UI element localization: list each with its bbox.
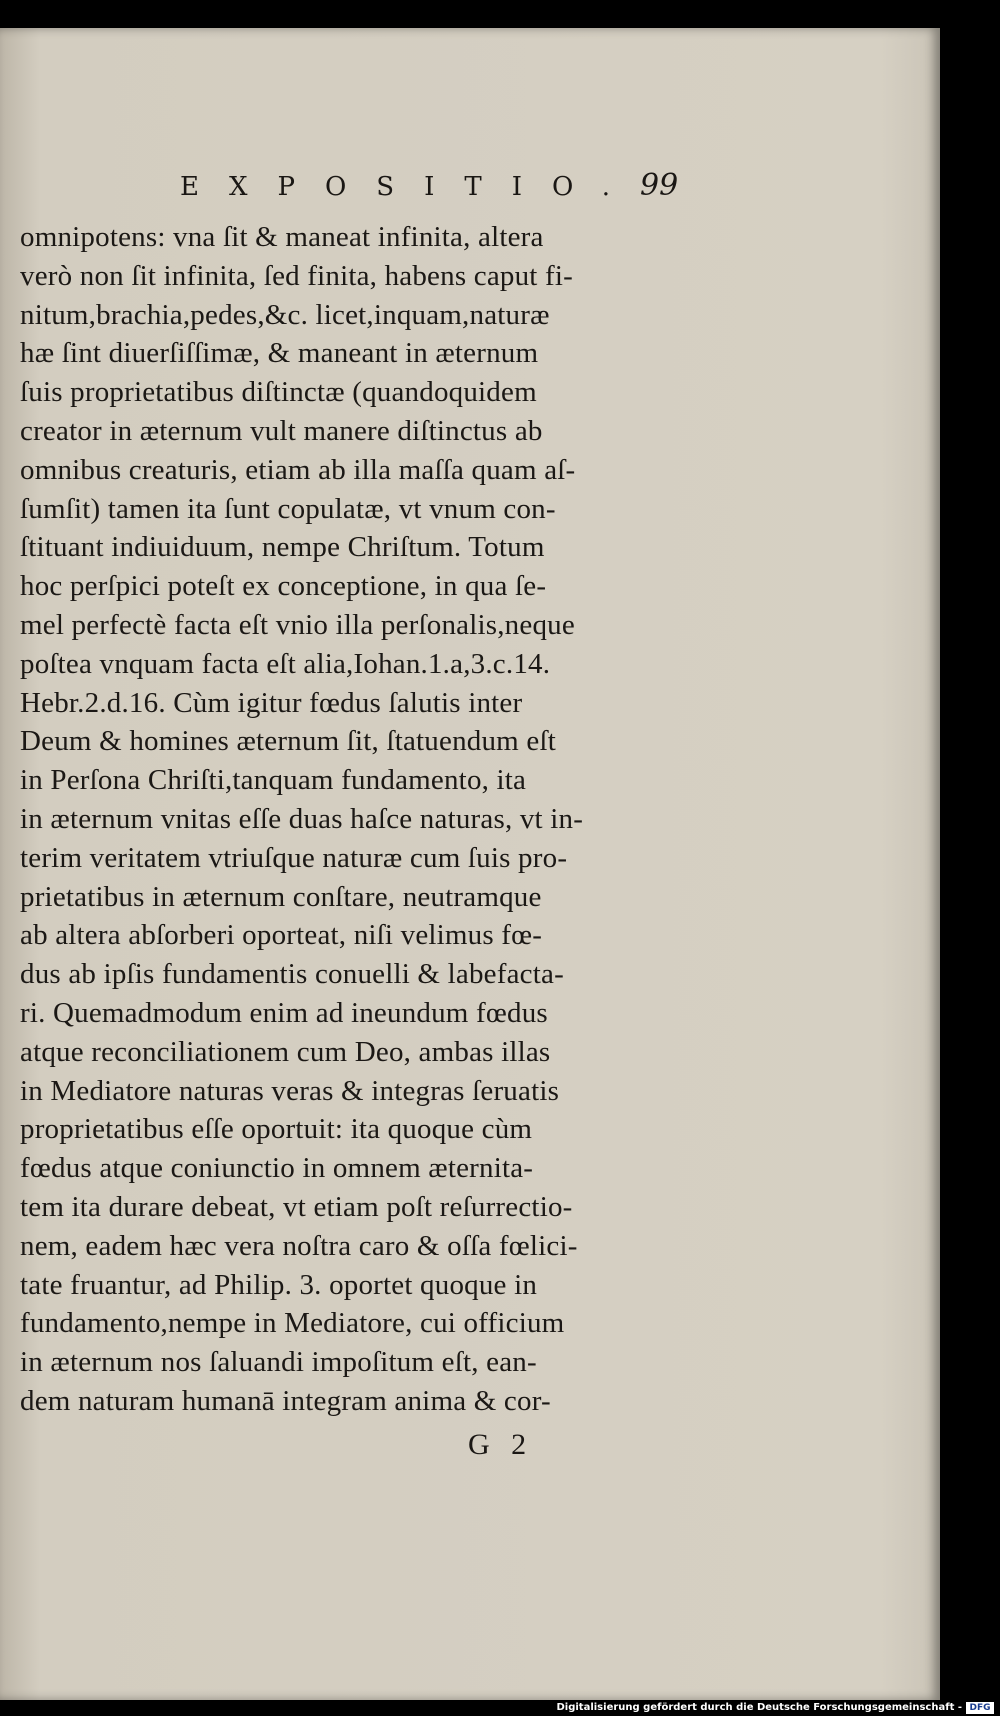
text-line: in æternum vnitas eſſe duas haſce naturas, vt in-	[20, 802, 584, 835]
text-line: fundamento,nempe in Mediatore, cui officium	[20, 1307, 565, 1340]
text-line: ſtituant indiuiduum, nempe Chriſtum. Totum	[20, 531, 545, 564]
text-line: ab altera abſorberi oporteat, niſi velimus fœ-	[20, 919, 543, 952]
text-line: mel perfectè facta eſt vnio illa perſonalis,neque	[20, 608, 575, 641]
text-line: nem, eadem hæc vera noſtra caro & oſſa fœlici-	[20, 1229, 578, 1262]
footer-strip	[0, 1700, 1000, 1716]
text-line: ſumſit) tamen ita ſunt copulatæ, vt vnum con-	[20, 492, 556, 525]
text-line: Hebr.2.d.16. Cùm igitur fœdus ſalutis inter	[20, 686, 523, 719]
text-line: prietatibus in æternum conſtare, neutramque	[20, 880, 542, 913]
text-line: dus ab ipſis fundamentis conuelli & labefacta-	[20, 958, 564, 991]
text-line: proprietatibus eſſe oportuit: ita quoque cùm	[20, 1113, 533, 1146]
text-line: verò non ſit infinita, ſed finita, habens caput fi-	[20, 259, 573, 292]
text-line: atque reconciliationem cum Deo, ambas illas	[20, 1035, 551, 1068]
text-line: poſtea vnquam facta eſt alia,Iohan.1.a,3.c.14.	[20, 647, 551, 680]
book-page	[0, 28, 940, 1700]
text-line: hoc perſpici poteſt ex conceptione, in qua ſe-	[20, 570, 547, 603]
funding-credit: Digitalisierung gefördert durch die Deutsche Forschungsgemeinschaft -	[556, 1702, 962, 1713]
running-head: EXPOSITIO.	[180, 172, 641, 202]
text-line: fœdus atque coniunctio in omnem æternita-	[20, 1152, 534, 1185]
text-line: Deum & homines æternum ſit, ſtatuendum eſt	[20, 725, 556, 758]
text-line: ſuis proprietatibus diſtinctæ (quandoquidem	[20, 376, 537, 409]
signature-mark: G 2	[468, 1428, 527, 1461]
text-line: nitum,brachia,pedes,&c. licet,inquam,naturæ	[20, 298, 550, 331]
text-line: omnibus creaturis, etiam ab illa maſſa quam aſ-	[20, 453, 576, 486]
text-line: tem ita durare debeat, vt etiam poſt reſurrectio-	[20, 1190, 573, 1223]
dfg-logo-icon: DFG	[966, 1702, 994, 1714]
page-header	[180, 168, 700, 208]
text-line: dem naturam humanā integram anima & cor-	[20, 1384, 551, 1417]
text-line: creator in æternum vult manere diſtinctus ab	[20, 414, 543, 447]
text-line: terim veritatem vtriuſque naturæ cum ſuis pro-	[20, 841, 568, 874]
page-number: 99	[640, 168, 679, 203]
text-line: ri. Quemadmodum enim ad ineundum fœdus	[20, 996, 548, 1029]
text-line: in æternum nos ſaluandi impoſitum eſt, ean-	[20, 1346, 537, 1379]
text-line: tate fruantur, ad Philip. 3. oportet quoque in	[20, 1268, 538, 1301]
text-line: in Mediatore naturas veras & integras ſeruatis	[20, 1074, 560, 1107]
text-line: in Perſona Chriſti,tanquam fundamento, ita	[20, 764, 527, 797]
body-text	[20, 218, 710, 1421]
text-line: hæ ſint diuerſiſſimæ, & maneant in æternum	[20, 337, 539, 370]
text-line: omnipotens: vna ſit & maneat infinita, altera	[20, 221, 544, 253]
